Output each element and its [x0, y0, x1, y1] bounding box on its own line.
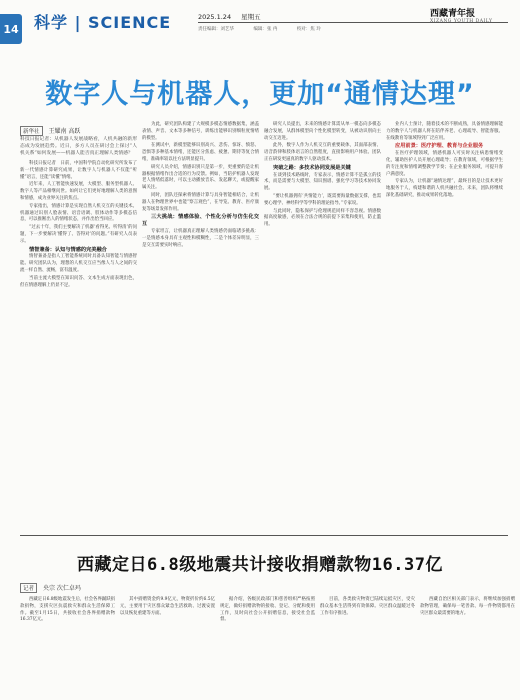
article2-column-4 [320, 597, 415, 617]
proof-credit: 校对：焦 玲 [296, 27, 321, 32]
article2-column-5 [420, 597, 515, 617]
paragraph: 科技日报记者 日前，中国科学院自动化研究所发布了新一代情感计算研究成果，让数字人与机器人不仅能“听懂”语言，还能“读懂”情绪。 [20, 161, 137, 180]
paragraph: 在测试中，新模型能够识别高兴、悲伤、惊讶、愤怒、恐惧等多种基本情绪，还能区分焦虑、疲惫、期待等复合情绪，准确率较以往方法明显提升。 [142, 143, 259, 162]
paragraph: 其中捐赠资金约9.9亿元，物资折价约6.5亿元，主要用于灾区群众紧急生活救助、过渡安置以及恢复重建等方面。 [120, 597, 215, 616]
subheading: 应用前景：医疗护理、教育与企业服务 [395, 143, 484, 150]
page-number-badge: 14 [0, 14, 22, 44]
article1-column-1 [20, 136, 137, 290]
paragraph: 专家指出，情感计算是实现自然人机交互的关键技术。机器通过识别人脸表情、语音语调、肢体动作等多模态信息，可以推断出人的情绪状态，并作出恰当回应。 [20, 203, 137, 223]
paragraph: 情智兼备是指人工智能系统同时具备认知智能与情感智能。研究团队认为，理想的人机交互应当像人与人之间的交流一样自然、流畅，富有温度。 [20, 254, 137, 273]
byline-tag: 新华社 [20, 126, 43, 136]
subheading: 三大挑战：情感体验、个性化分析与仿生化交互 [142, 214, 259, 228]
paragraph: 西藏自治区相关部门表示，将继续加强捐赠款物管理，确保每一笔善款、每一件物资都用在灾区群众最需要的地方。 [420, 597, 515, 616]
paragraph: 目前，各类救灾物资已陆续运抵灾区，受灾群众基本生活得到有效保障。灾区群众温暖过冬工作有序推进。 [320, 597, 415, 616]
byline-authors: 央宗 次仁卓玛 [42, 585, 81, 592]
paragraph: 在医疗护理领域，情感机器人可实时关注病患情绪变化，辅助医护人员开展心理疏导；在教育领域，可根据学生的专注度和情绪调整教学节奏；在企业服务领域，可提升客户满意度。 [386, 151, 503, 177]
page-header [0, 0, 520, 58]
paragraph: 与此同时，隐私保护与伦理规范同样不容忽视。情感数据高度敏感，必须在合法合规的前提下采集和使用，防止滥用。 [264, 208, 381, 228]
paragraph: “要让机器拥有‘共情能力’，既需要海量数据支撑，也需要心理学、神经科学等学科的理论指导。”专家说。 [264, 193, 381, 206]
paragraph: 研究人员提出，未来的情感计算需从单一模态向多模态融合发展，从群体模型向个性化模型转变，从被动识别向主动交互迈进。 [264, 122, 381, 141]
editor-credits [198, 26, 339, 32]
article1-column-3 [264, 122, 381, 230]
byline-authors: 王耀南 高跃 [48, 128, 81, 135]
article1-column-4 [386, 122, 503, 201]
article2-headline: 西藏定日6.8级地震共计接收捐赠款物16.37亿 [77, 555, 443, 575]
article1-byline [20, 126, 80, 136]
article2-column-2 [120, 597, 215, 617]
issue-date: 2025.1.24 [198, 13, 232, 21]
header-rule [198, 22, 508, 23]
paragraph: 专家坦言，让机器真正理解人类情感仍面临诸多挑战：一是情感本身具有主观性和模糊性，二是个体差异明显，三是交互需要实时响应。 [142, 228, 259, 248]
article2-column-3 [220, 597, 315, 624]
paragraph: 为此，研究团队构建了大规模多模态情感数据集，涵盖表情、声音、文本等多种信号，训练出能够识别细粒度情绪的模型。 [142, 122, 259, 141]
paragraph: 此外，数字人作为人机交互的重要载体，其面部表情、语音韵律和肢体语言的自然程度，直接影响用户体验。团队正在研发更逼真的数字人驱动技术。 [264, 143, 381, 162]
paragraph: 据介绍，各级民政部门和慈善组织严格按照规定，做好捐赠款物的接收、登记、分配和使用工作，及时向社会公开捐赠信息，接受社会监督。 [220, 597, 315, 623]
subheading: 突破之路：多技术协同发展是关键 [273, 164, 351, 171]
publication-name: 西藏青年报 [430, 9, 476, 19]
dateline [198, 12, 269, 21]
article1-lead: 科技日报记者：从机器人发展战略看，人机共融的新形态成为发展趋势。近日，多方人员在研讨会上探讨“人机关系”如何发展——机器人能否真正理解人类情感？ [20, 137, 137, 156]
paragraph: 业内人士预计，随着技术的不断成熟，具备情感理解能力的数字人与机器人将在陪伴养老、心理疏导、智能客服、在线教育等领域得到广泛应用。 [386, 122, 503, 141]
article1-headline: 数字人与机器人，更加“通情达理” [45, 79, 475, 110]
section-name: 科学 | SCIENCE [34, 13, 172, 32]
paragraph: 专家认为，让机器“通情达理”，最终目的是让技术更好地服务于人，构建和谐的人机共融社会。未来，团队将继续深化基础研究，推动成果转化落地。 [386, 179, 503, 198]
editor-credit: 责任编辑：刘艺华 [198, 27, 234, 32]
article-divider [20, 535, 508, 536]
issue-weekday: 星期五 [241, 13, 261, 21]
article2-byline [20, 583, 81, 593]
paragraph: 当前主流大模型在知识问答、文本生成方面表现出色，但在情感理解上仍显不足。 [20, 275, 137, 288]
paragraph: 近年来，人工智能快速发展，大模型、服务型机器人、数字人等产品相继问世。如何让它们更好地理解人类的意图和情感，成为业界关注的焦点。 [20, 182, 137, 201]
subheading: 情智兼备：认知与情感的完美融合 [29, 246, 107, 253]
article1-column-2 [142, 122, 259, 250]
paragraph: 同时，团队还探索将情感计算与具身智能相结合，让机器人在物理世界中也能“察言观色”，在导览、教育、医疗康复等场景发挥作用。 [142, 192, 259, 212]
paragraph: 在谈到技术路线时，专家表示，情感计算不是孤立的技术，而是需要与大模型、知识图谱、强化学习等技术协同发展。 [264, 172, 381, 192]
article2-column-1 [20, 597, 115, 624]
paragraph: “过去十年，我们主要解决了机器‘看得见、听得清’的问题，下一步要解决‘懂得了、答得对’的问题。”有研究人员表示。 [20, 225, 137, 244]
paragraph: 研究人员介绍，情感识别只是第一步，更重要的是让机器根据情绪作出合适的行为反馈。例如，当陪护机器人发现老人情绪低落时，可以主动播放音乐、发起聊天，或提醒家属关注。 [142, 164, 259, 191]
art-editor-credit: 编辑：张 冉 [253, 27, 278, 32]
byline-tag: 记者 [20, 583, 37, 593]
paragraph: 西藏定日6.8级地震发生后，社会各界踊跃捐款捐物，支援灾区抗震救灾和群众生活保障工作。截至1月15日，共接收社会各界捐赠款物16.37亿元。 [20, 597, 116, 623]
